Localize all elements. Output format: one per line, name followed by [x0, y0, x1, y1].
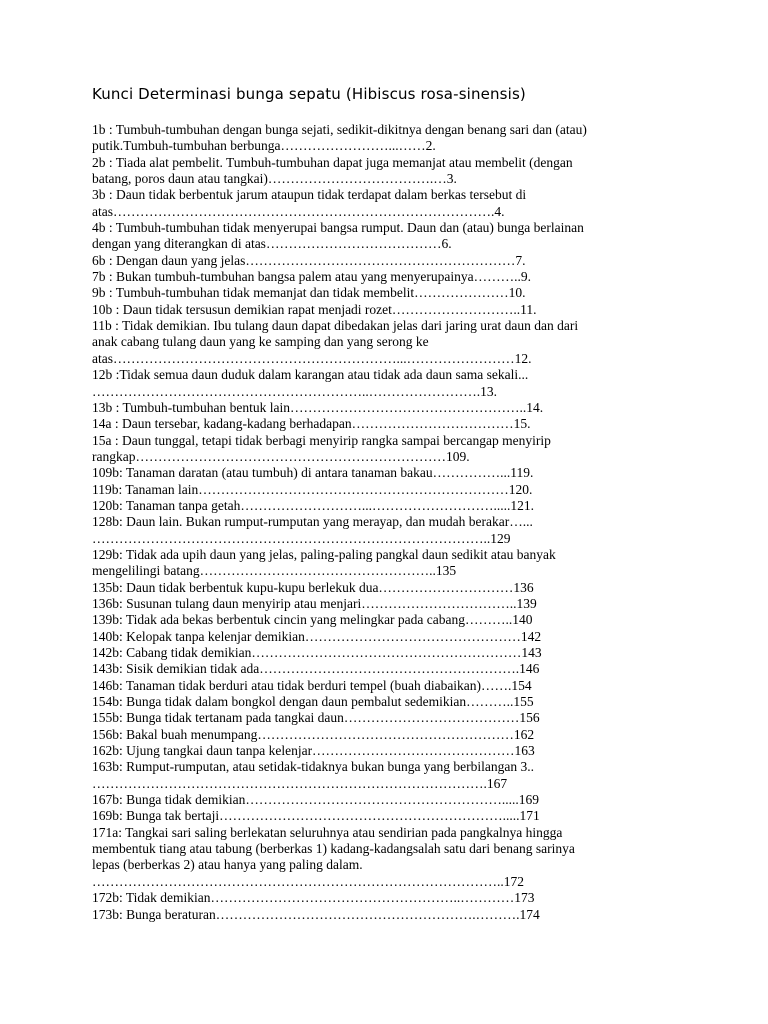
key-entry-line: lepas (berberkas 2) atau hanya yang paling dalam.: [92, 857, 363, 873]
key-entry: [92, 661, 672, 677]
key-entry: [92, 269, 672, 285]
key-entry-line: ……………………………………………………………………………..129: [92, 530, 511, 546]
key-entry: [92, 122, 672, 155]
key-entry-line: 146b: Tanaman tidak berduri atau tidak berduri tempel (buah diabaikan)…….154: [92, 677, 532, 693]
key-entry-line: 120b: Tanaman tanpa getah………………………...……………………….....121.: [92, 497, 535, 513]
key-entry-line: ………………………………………………………………………………..172: [92, 873, 524, 889]
key-entry-line: 13b : Tumbuh-tumbuhan bentuk lain……………………………………………..14.: [92, 399, 544, 415]
key-entry: [92, 187, 672, 220]
key-entry: [92, 433, 672, 466]
key-entry-line: 2b : Tiada alat pembelit. Tumbuh-tumbuhan dapat juga memanjat atau membelit (dengan: [92, 154, 573, 170]
key-entry-line: 155b: Bunga tidak tertanam pada tangkai daun…………………………………156: [92, 710, 540, 726]
key-entry-line: 163b: Rumput-rumputan, atau setidak-tidaknya bukan bunga yang berbilangan 3..: [92, 759, 535, 775]
key-entry: [92, 710, 672, 726]
key-entry: [92, 318, 672, 367]
key-entry-line: 169b: Bunga tak bertaji……………………………………………………….....171: [92, 808, 540, 824]
key-entry-line: 171a: Tangkai sari saling berlekatan seluruhnya atau sendirian pada pangkalnya hingga: [92, 824, 563, 840]
key-entry: [92, 155, 672, 188]
key-entry: [92, 596, 672, 612]
key-entry-line: …………………………………………………………………………….167: [92, 775, 508, 791]
key-entry-line: atas………………………………………………………...……………………12.: [92, 350, 532, 366]
key-entry: [92, 547, 672, 580]
key-entry: [92, 416, 672, 432]
key-entry-line: mengelilingi batang……………………………………………..135: [92, 563, 457, 579]
key-entry-line: 156b: Bakal buah menumpang…………………………………………………162: [92, 726, 535, 742]
key-entry: [92, 907, 672, 923]
key-entry: [92, 514, 672, 547]
key-entry-line: 6b : Dengan daun yang jelas……………………………………………………7.: [92, 252, 526, 268]
key-entry: [92, 220, 672, 253]
key-entry: [92, 612, 672, 628]
key-entry: [92, 727, 672, 743]
key-entry-line: 119b: Tanaman lain……………………………………………………………120.: [92, 481, 533, 497]
key-entry-line: 14a : Daun tersebar, kadang-kadang berhadapan………………………………15.: [92, 416, 531, 432]
key-entry: [92, 629, 672, 645]
key-entry-line: 154b: Bunga tidak dalam bongkol dengan daun pembalut sedemikian………..155: [92, 694, 534, 710]
key-entry-line: putik.Tumbuh-tumbuhan berbunga……………………...……2.: [92, 138, 436, 154]
key-entry-line: 15a : Daun tunggal, tetapi tidak berbagi menyirip rangka sampai bercangap menyirip: [92, 432, 551, 448]
key-entry-line: atas………………………………………………………………………….4.: [92, 203, 505, 219]
key-entry-line: 109b: Tanaman daratan (atau tumbuh) di antara tanaman bakau……………...119.: [92, 465, 534, 481]
key-entry: [92, 367, 672, 400]
key-entry-line: 162b: Ujung tangkai daun tanpa kelenjar………………………………………163: [92, 743, 535, 759]
document-title: Kunci Determinasi bunga sepatu (Hibiscus rosa-sinensis): [92, 85, 526, 103]
determination-key-list: [92, 122, 672, 923]
key-entry-line: 128b: Daun lain. Bukan rumput-rumputan yang merayap, dan mudah berakar…...: [92, 514, 533, 530]
key-entry-line: 140b: Kelopak tanpa kelenjar demikian…………………………………………142: [92, 628, 542, 644]
key-entry: [92, 808, 672, 824]
key-entry: [92, 498, 672, 514]
key-entry-line: dengan yang diterangkan di atas…………………………………6.: [92, 236, 452, 252]
key-entry: [92, 465, 672, 481]
key-entry-line: 3b : Daun tidak berbentuk jarum ataupun tidak terdapat dalam berkas tersebut di: [92, 187, 527, 203]
key-entry-line: 167b: Bunga tidak demikian………………………………………………….....169: [92, 792, 539, 808]
key-entry: [92, 792, 672, 808]
key-entry-line: 9b : Tumbuh-tumbuhan tidak memanjat dan tidak membelit…………………10.: [92, 285, 526, 301]
key-entry-line: ……………………………………………………..…………………….13.: [92, 383, 497, 399]
key-entry-line: 143b: Sisik demikian tidak ada………………………………………………….146: [92, 661, 540, 677]
key-entry: [92, 759, 672, 792]
key-entry-line: 142b: Cabang tidak demikian……………………………………………………143: [92, 645, 542, 660]
key-entry: [92, 678, 672, 694]
key-entry-line: 1b : Tumbuh-tumbuhan dengan bunga sejati, sedikit-dikitnya dengan benang sari dan (atau): [92, 122, 587, 137]
key-entry-line: batang, poros daun atau tangkai)……………………………….…3.: [92, 171, 457, 187]
key-entry-line: 139b: Tidak ada bekas berbentuk cincin yang melingkar pada cabang………..140: [92, 612, 533, 628]
key-entry-line: membentuk tiang atau tabung (berberkas 1) kadang-kadangsalah satu dari benang sarinya: [92, 841, 575, 857]
key-entry: [92, 694, 672, 710]
key-entry-line: 173b: Bunga beraturan………………………………………………….……….174: [92, 906, 540, 922]
key-entry: [92, 253, 672, 269]
key-entry-line: anak cabang tulang daun yang ke samping dan yang serong ke: [92, 334, 429, 350]
key-entry-line: 12b :Tidak semua daun duduk dalam karangan atau tidak ada daun sama sekali...: [92, 367, 529, 383]
key-entry: [92, 302, 672, 318]
key-entry-line: 11b : Tidak demikian. Ibu tulang daun dapat dibedakan jelas dari jaring urat daun dan dari: [92, 318, 579, 334]
key-entry: [92, 645, 672, 661]
key-entry: [92, 743, 672, 759]
key-entry: [92, 482, 672, 498]
key-entry-line: 7b : Bukan tumbuh-tumbuhan bangsa palem atau yang menyerupainya………..9.: [92, 269, 532, 285]
key-entry-line: 4b : Tumbuh-tumbuhan tidak menyerupai bangsa rumput. Daun dan (atau) bunga berlainan: [92, 220, 584, 236]
key-entry-line: 10b : Daun tidak tersusun demikian rapat menjadi rozet………………………..11.: [92, 301, 537, 317]
key-entry: [92, 285, 672, 301]
key-entry: [92, 825, 672, 890]
key-entry: [92, 890, 672, 906]
key-entry: [92, 580, 672, 596]
key-entry-line: 135b: Daun tidak berbentuk kupu-kupu berlekuk dua…………………………136: [92, 579, 534, 595]
key-entry-line: 136b: Susunan tulang daun menyirip atau menjari……………………………..139: [92, 595, 537, 611]
key-entry-line: 129b: Tidak ada upih daun yang jelas, paling-paling pangkal daun sedikit atau banyak: [92, 546, 556, 562]
key-entry: [92, 400, 672, 416]
key-entry-line: rangkap……………………………………………………………109.: [92, 448, 470, 464]
key-entry-line: 172b: Tidak demikian………………………………………………..…………173: [92, 890, 535, 906]
